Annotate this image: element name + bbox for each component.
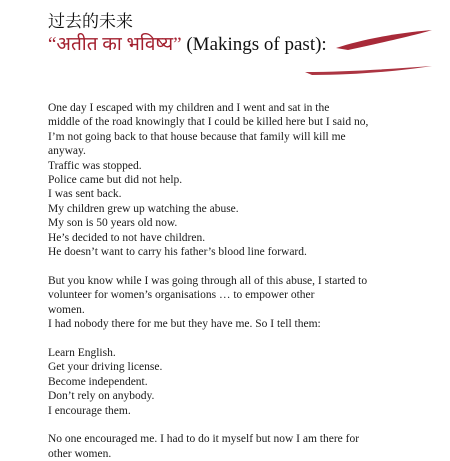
paragraph-gap (48, 418, 420, 432)
body-text (48, 101, 420, 461)
paragraph-4 (48, 432, 420, 461)
brush-stroke-lower (305, 66, 432, 75)
text-line: Get your driving license. (48, 361, 163, 374)
text-line: anyway. (48, 145, 86, 158)
text-line: My children grew up watching the abuse. (48, 202, 239, 215)
text-line: I had nobody there for me but they have me. So I tell them: (48, 318, 321, 331)
paragraph-1 (48, 101, 420, 259)
title-english: (Makings of past): (186, 34, 327, 55)
text-line: I was sent back. (48, 188, 122, 201)
paragraph-3 (48, 346, 420, 418)
brush-stroke-upper (336, 30, 432, 50)
text-line: women. (48, 303, 85, 316)
text-line: He doesn’t want to carry his father’s blood line forward. (48, 246, 307, 259)
text-line: volunteer for women’s organisations … to empower other (48, 289, 315, 302)
text-line: My son is 50 years old now. (48, 217, 178, 230)
text-line: Traffic was stopped. (48, 159, 142, 172)
text-line: other women. (48, 447, 112, 460)
text-line: middle of the road knowingly that I could be killed here but I said no, (48, 116, 369, 129)
paragraph-gap (48, 331, 420, 345)
text-line: He’s decided to not have children. (48, 231, 206, 244)
text-line: I encourage them. (48, 404, 131, 417)
title-line (48, 33, 327, 57)
text-line: No one encouraged me. I had to do it myself but now I am there for (48, 433, 360, 446)
text-line: Learn English. (48, 346, 116, 359)
text-line: Become independent. (48, 375, 148, 388)
paragraph-2 (48, 274, 420, 332)
text-line: But you know while I was going through all of this abuse, I started to (48, 274, 368, 287)
text-line: Police came but did not help. (48, 174, 183, 187)
text-line: I’m not going back to that house because that family will kill me (48, 130, 346, 143)
paragraph-gap (48, 259, 420, 273)
text-line: Don’t rely on anybody. (48, 390, 155, 403)
text-line: One day I escaped with my children and I went and sat in the (48, 102, 330, 114)
title-hindi: “अतीत का भविष्य” (48, 34, 182, 55)
title-chinese: 过去的未来 (48, 12, 133, 32)
